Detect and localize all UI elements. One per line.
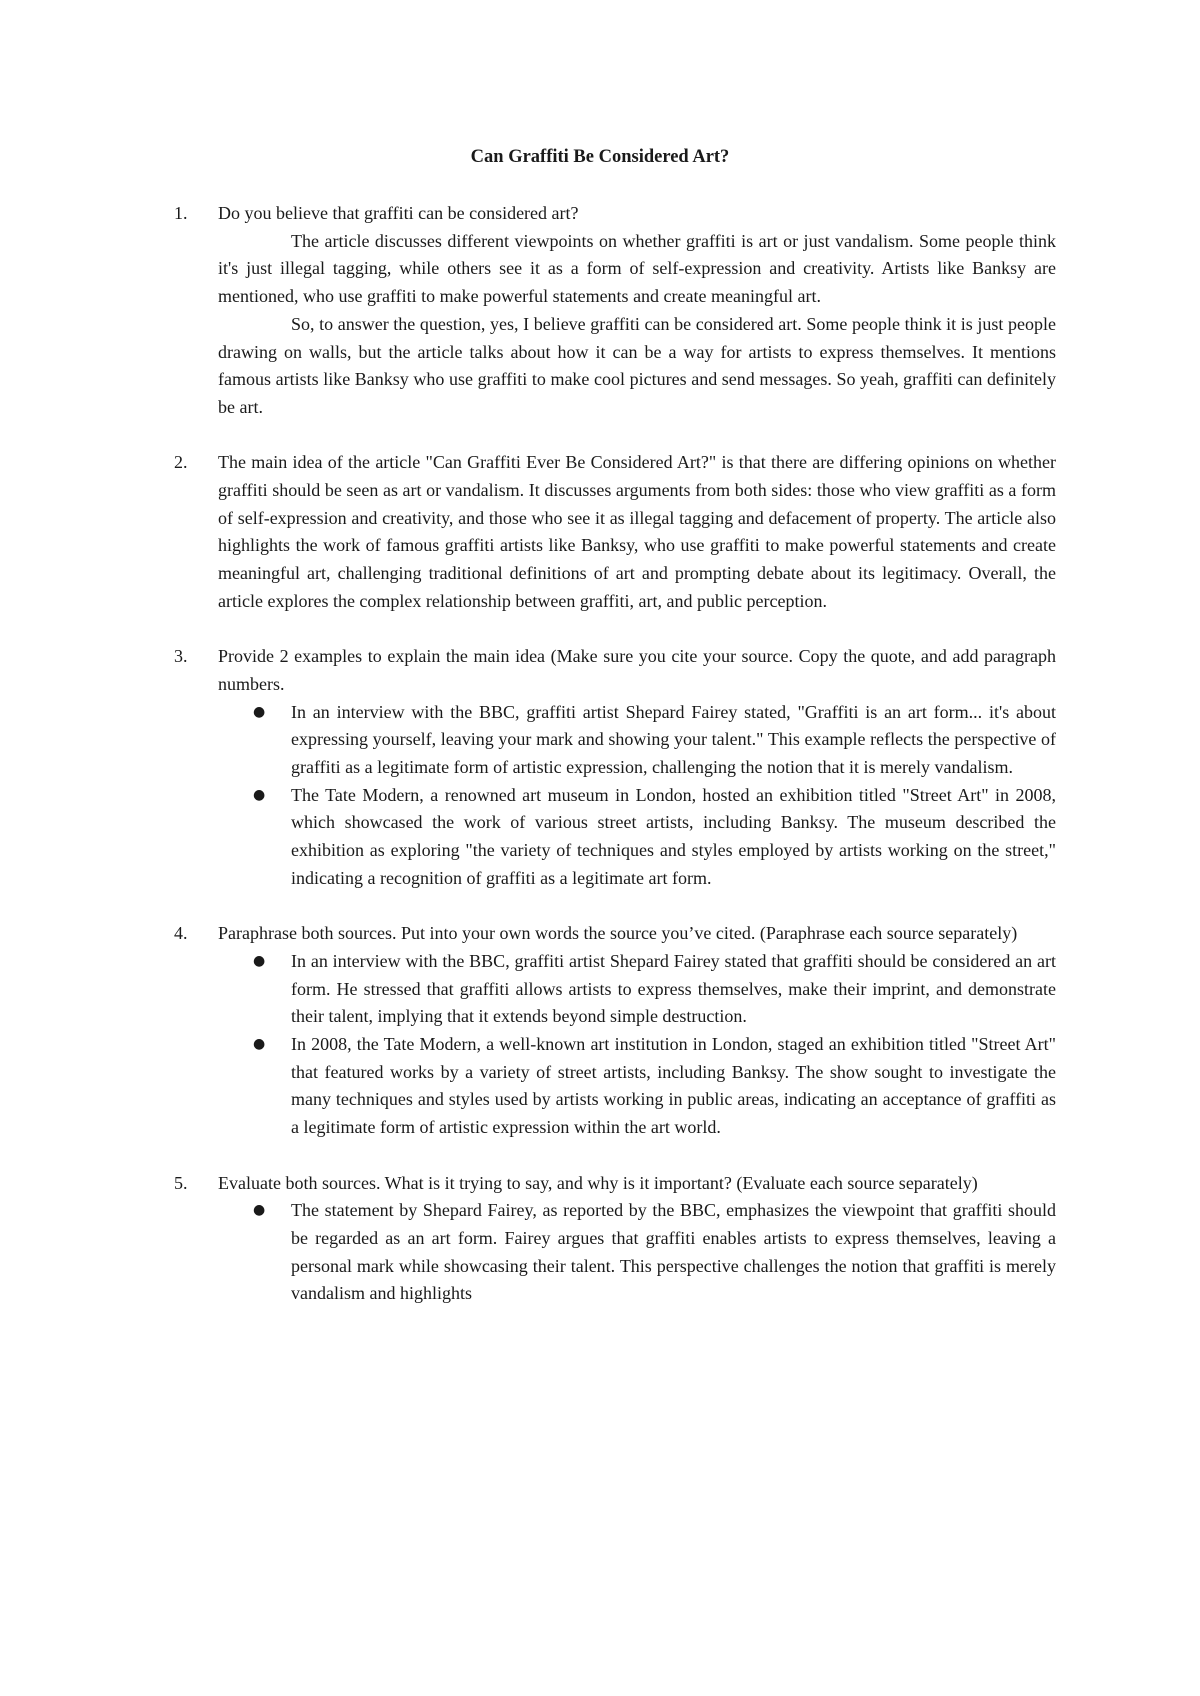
bullet-icon: ● <box>253 1202 266 1219</box>
paraphrase-list <box>218 948 1056 1142</box>
answer-paragraph: The article discusses different viewpoints on whether graffiti is art or just vandalism. Some people think it's just illegal tagging, while others see it as a form of self-expression and creativity. Artists like Banksy are mentioned, who use graffiti to make powerful statements and create meaningful art. <box>218 230 1056 307</box>
answer-paragraph: So, to answer the question, yes, I believe graffiti can be considered art. Some people think it is just people drawing on walls, but the article talks about how it can be a way for artists to express themselves. It mentions famous artists like Banksy who use graffiti to make cool pictures and send messages. So yeah, graffiti can definitely be art. <box>218 313 1056 417</box>
bullet-icon: ● <box>253 952 266 969</box>
list-item <box>218 699 1056 782</box>
question-3 <box>174 643 1056 892</box>
question-prompt: Do you believe that graffiti can be considered art? <box>218 203 579 223</box>
bullet-icon: ● <box>253 703 266 720</box>
question-prompt: The main idea of the article "Can Graffiti Ever Be Considered Art?" is that there are differing opinions on whether graffiti should be seen as art or vandalism. It discusses arguments from both sides: those who view graffiti as a form of self-expression and creativity, and those who see it as illegal tagging and defacement of property. The article also highlights the work of famous graffiti artists like Banksy, who use graffiti to make powerful statements and create meaningful art, challenging traditional definitions of art and prompting debate about its legitimacy. Overall, the article explores the complex relationship between graffiti, art, and public perception. <box>218 452 1056 611</box>
example-list <box>218 699 1056 893</box>
bullet-icon: ● <box>253 786 266 803</box>
list-item-text: The Tate Modern, a renowned art museum in London, hosted an exhibition titled "Street Art" in 2008, which showcased the work of various street artists, including Banksy. The museum described the exhibition as exploring "the variety of techniques and styles employed by artists working on the street," indicating a recognition of graffiti as a legitimate art form. <box>291 784 1056 888</box>
question-number: 3. <box>174 646 188 667</box>
list-item-text: In 2008, the Tate Modern, a well-known art institution in London, staged an exhibition titled "Street Art" that featured works by a variety of street artists, including Banksy. The show sought to investigate the many techniques and styles used by artists working in public areas, indicating an acceptance of graffiti as a legitimate form of artistic expression within the art world. <box>291 1034 1056 1138</box>
evaluation-list <box>218 1197 1056 1308</box>
question-list <box>174 200 1056 1336</box>
document-title: Can Graffiti Be Considered Art? <box>470 147 730 167</box>
question-prompt: Provide 2 examples to explain the main idea (Make sure you cite your source. Copy the quote, and add paragraph numbers. <box>218 646 1056 694</box>
bullet-icon: ● <box>253 1036 266 1053</box>
list-item <box>218 1197 1056 1308</box>
question-number: 1. <box>174 203 188 223</box>
question-4 <box>174 920 1056 1142</box>
question-number: 5. <box>174 1172 188 1193</box>
question-2 <box>174 449 1056 615</box>
list-item-text: In an interview with the BBC, graffiti artist Shepard Fairey stated, "Graffiti is an art form... it's about expressing yourself, leaving your mark and showing your talent." This example reflects the perspective of graffiti as a legitimate form of artistic expression, challenging the notion that it is merely vandalism. <box>291 701 1056 778</box>
question-number: 4. <box>174 923 188 944</box>
question-number: 2. <box>174 452 188 473</box>
list-item-text: In an interview with the BBC, graffiti artist Shepard Fairey stated that graffiti should be considered an art form. He stressed that graffiti allows artists to express themselves, make their imprint, and demonstrate their talent, implying that it extends beyond simple destruction. <box>291 950 1056 1027</box>
question-prompt: Evaluate both sources. What is it trying to say, and why is it important? (Evaluate each source separately) <box>218 1172 978 1193</box>
list-item <box>218 1031 1056 1142</box>
question-5 <box>174 1170 1056 1309</box>
list-item <box>218 782 1056 893</box>
list-item <box>218 948 1056 1031</box>
question-1 <box>174 200 1056 422</box>
question-prompt: Paraphrase both sources. Put into your own words the source you’ve cited. (Paraphrase each source separately) <box>218 923 1018 944</box>
list-item-text: The statement by Shepard Fairey, as reported by the BBC, emphasizes the viewpoint that graffiti should be regarded as an art form. Fairey argues that graffiti enables artists to express themselves, leaving a personal mark while showcasing their talent. This perspective challenges the notion that graffiti is merely vandalism and highlights <box>291 1200 1056 1304</box>
